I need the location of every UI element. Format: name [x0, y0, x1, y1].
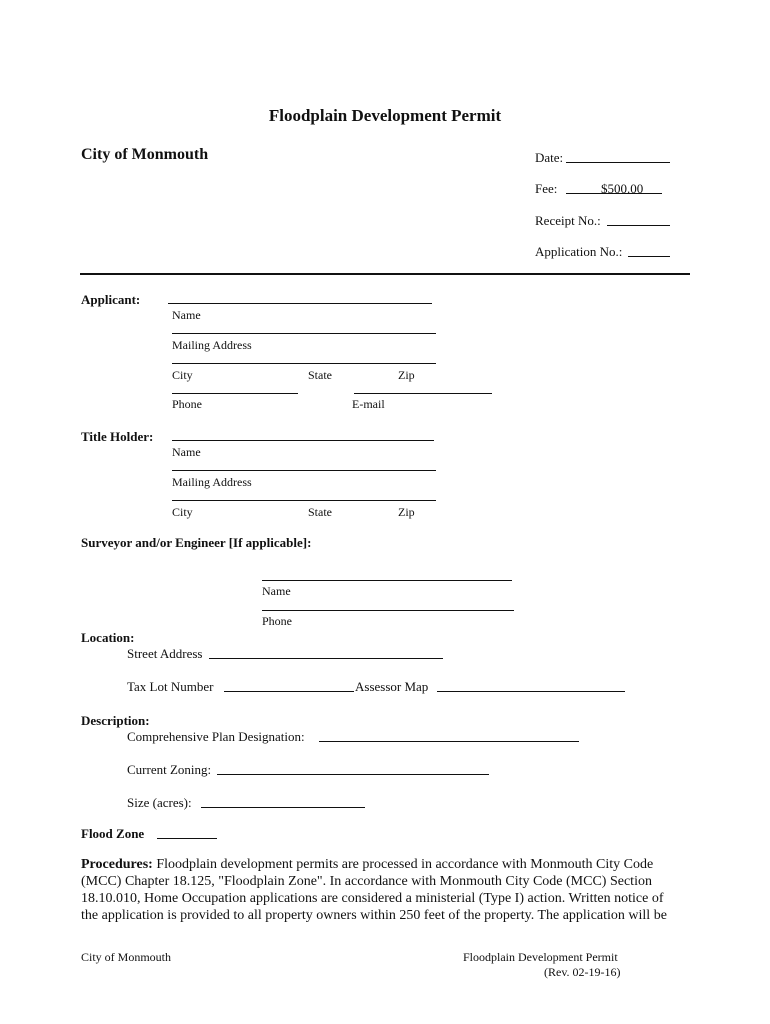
location-heading: Location: [81, 630, 135, 645]
title-holder-heading: Title Holder: [81, 429, 154, 444]
applicant-name-label: Name [172, 308, 201, 322]
applicant-state-label: State [308, 368, 332, 382]
receipt-field[interactable] [607, 225, 670, 226]
street-address-label: Street Address [127, 646, 203, 661]
title-holder-name-label: Name [172, 445, 201, 459]
title-holder-city-label: City [172, 505, 193, 519]
procedures-text: Floodplain development permits are processed in accordance with Monmouth City Code (MCC) Chapter 18.125, "Floodplain Zone". In accordance with Monmouth City Code (MCC) Section 18.10.010, Home Occupation applications are considered a ministerial (Type I) action. Written notice of the application is provided to all property owners within 250 feet of the property. The application will be [81, 857, 667, 923]
current-zoning-field[interactable] [217, 774, 489, 775]
footer-revision: (Rev. 02-19-16) [544, 965, 621, 979]
surveyor-name-field[interactable] [262, 580, 512, 581]
applicant-city-label: City [172, 368, 193, 382]
applicant-address-label: Mailing Address [172, 338, 252, 352]
surveyor-phone-label: Phone [262, 614, 292, 628]
title-holder-zip-label: Zip [398, 505, 415, 519]
size-field[interactable] [201, 807, 365, 808]
surveyor-name-label: Name [262, 584, 291, 598]
title-holder-address-label: Mailing Address [172, 475, 252, 489]
comp-plan-field[interactable] [319, 741, 579, 742]
flood-zone-field[interactable] [157, 838, 217, 839]
date-label: Date: [535, 150, 564, 165]
title-holder-state-label: State [308, 505, 332, 519]
size-label: Size (acres): [127, 795, 192, 810]
applicant-phone-field[interactable] [172, 393, 298, 394]
fee-label: Fee: [535, 181, 558, 196]
footer-left: City of Monmouth [81, 950, 172, 964]
flood-zone-label: Flood Zone [81, 826, 145, 841]
fee-value: $500.00 [601, 181, 644, 196]
title-holder-city-field[interactable] [172, 500, 436, 501]
surveyor-phone-field[interactable] [262, 610, 514, 611]
tax-lot-label: Tax Lot Number [127, 679, 214, 694]
description-heading: Description: [81, 713, 150, 728]
applicant-heading: Applicant: [81, 292, 141, 307]
current-zoning-label: Current Zoning: [127, 762, 212, 777]
surveyor-heading: Surveyor and/or Engineer [If applicable]: [81, 535, 312, 550]
application-field[interactable] [628, 256, 670, 257]
applicant-email-field[interactable] [354, 393, 492, 394]
tax-lot-field[interactable] [224, 691, 354, 692]
applicant-zip-label: Zip [398, 368, 415, 382]
date-field[interactable] [566, 162, 670, 163]
applicant-name-field[interactable] [168, 303, 432, 304]
receipt-label: Receipt No.: [535, 213, 601, 228]
procedures-label: Procedures: [81, 857, 153, 872]
assessor-map-field[interactable] [437, 691, 625, 692]
application-label: Application No.: [535, 244, 623, 259]
title-holder-name-field[interactable] [172, 440, 434, 441]
footer-right: Floodplain Development Permit [463, 950, 618, 964]
applicant-phone-label: Phone [172, 397, 202, 411]
city-name: City of Monmouth [81, 146, 209, 163]
applicant-address-field[interactable] [172, 333, 436, 334]
assessor-map-label: Assessor Map [355, 679, 429, 694]
street-address-field[interactable] [209, 658, 443, 659]
header-divider [80, 273, 690, 275]
applicant-city-field[interactable] [172, 363, 436, 364]
title-holder-address-field[interactable] [172, 470, 436, 471]
procedures-paragraph [81, 856, 681, 924]
applicant-email-label: E-mail [352, 397, 385, 411]
comp-plan-label: Comprehensive Plan Designation: [127, 729, 305, 744]
page-title: Floodplain Development Permit [268, 106, 502, 125]
